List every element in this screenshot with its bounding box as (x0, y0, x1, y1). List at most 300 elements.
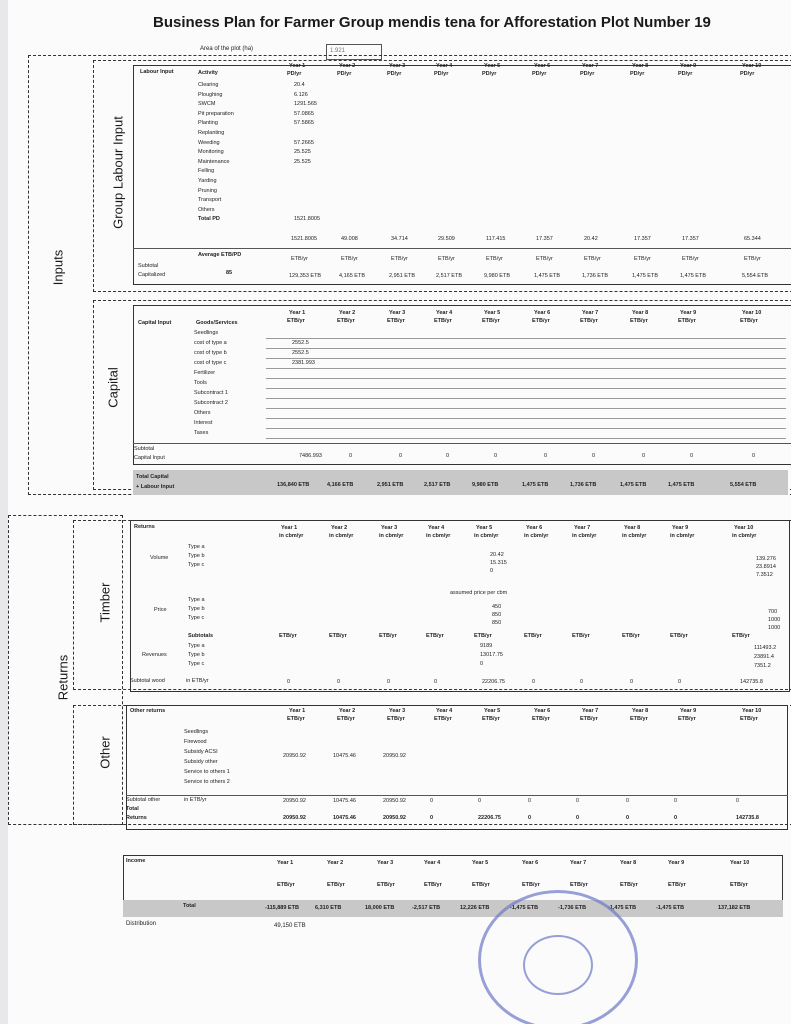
goods-header: Goods/Services (196, 320, 238, 326)
returns-total-y10: 142735.8 (736, 815, 759, 821)
capital-subtotal-y2: 0 (349, 453, 353, 459)
capital-y1-3: 2381.993 (292, 360, 315, 366)
timber-unit-5: in cbm/yr (474, 533, 499, 539)
other-subtotal-y3: 20950.92 (383, 798, 406, 804)
labour-subtotal-y2: 4,165 ETB (339, 273, 365, 279)
other-item-2: Subsidy ACSI (184, 749, 218, 755)
subtotal-wood-y6: 0 (532, 679, 536, 685)
timber-year-6: Year 6 (526, 525, 543, 531)
capital-year-1: Year 1 (289, 310, 306, 316)
rev-type-2: Type c (188, 661, 205, 667)
other-year-7: Year 7 (582, 708, 599, 714)
revenues-label: Revenues (142, 652, 167, 658)
labour-total-y6: 17.357 (536, 236, 553, 242)
income-unit-9: ETB/yr (668, 882, 686, 888)
timber-unit-2: in cbm/yr (329, 533, 354, 539)
other-year-9: Year 9 (680, 708, 697, 714)
labour-subtotal-y1: 129,353 ETB (289, 273, 322, 279)
activity-9: Felling (198, 168, 215, 175)
volume-y10-2: 7.3512 (756, 572, 773, 578)
capital-year-2: Year 2 (339, 310, 356, 316)
subtotal-wood-y7: 0 (580, 679, 584, 685)
subtotal-wood-label: Subtotal wood (130, 678, 165, 684)
timber-etb-unit-3: ETB/yr (379, 633, 397, 639)
rev-y5-1: 13017.75 (480, 652, 503, 658)
other-subtotal-y9: 0 (674, 798, 678, 804)
timber-year-5: Year 5 (476, 525, 493, 531)
subtotal-wood-y3: 0 (387, 679, 391, 685)
capital-total-y5: 9,980 ETB (472, 482, 499, 488)
inputs-label: Inputs (50, 249, 66, 286)
income-total-y1: -115,889 ETB (265, 905, 299, 911)
capital-table (133, 305, 791, 465)
other-year-3: Year 3 (389, 708, 406, 714)
other-unit-4: ETB/yr (434, 716, 452, 722)
subtotal-wood-y5: 22206.75 (482, 679, 505, 685)
income-year-5: Year 5 (472, 860, 489, 866)
labour-year-6: Year 6 (534, 63, 551, 69)
capital-item-3: cost of type c (194, 360, 227, 366)
labour-subtotal-y7: 1,736 ETB (582, 273, 608, 279)
total-capital-label: Total Capital (136, 474, 169, 480)
returns-total-y7: 0 (576, 815, 580, 821)
activity-y1-8: 25.525 (294, 158, 311, 165)
subsidy-y3: 20950.92 (383, 753, 406, 759)
timber-year-1: Year 1 (281, 525, 298, 531)
assumed-price-label: assumed price per cbm (450, 590, 508, 596)
labour-unit-8: PD/yr (630, 71, 645, 77)
labour-total-y7: 20.42 (584, 236, 598, 242)
labour-unit-4: PD/yr (434, 71, 449, 77)
income-unit-1: ETB/yr (277, 882, 295, 888)
activity-14: Total PD (198, 216, 220, 223)
volume-label: Volume (150, 555, 169, 561)
other-unit-2: ETB/yr (337, 716, 355, 722)
capital-y1-2: 2552.5 (292, 350, 309, 356)
price-type-1: Type b (188, 606, 205, 612)
labour-year-10: Year 10 (742, 63, 762, 69)
income-total-y7: -1,736 ETB (558, 905, 587, 911)
labour-etb-unit-4: ETB/yr (438, 256, 455, 262)
income-total-y10: 137,182 ETB (718, 905, 751, 911)
activity-y1-3: 57.0865 (294, 110, 314, 117)
volume-type-2: Type c (188, 562, 205, 568)
price-type-0: Type a (188, 597, 205, 603)
subtotals-label: Subtotals (188, 633, 214, 639)
rev-y5-0: 9189 (480, 643, 493, 649)
timber-year-2: Year 2 (331, 525, 348, 531)
distribution-value: 49,150 ETB (274, 923, 306, 929)
labour-year-1: Year 1 (289, 63, 306, 69)
other-unit-5: ETB/yr (482, 716, 500, 722)
capital-item-9: Interest (194, 420, 213, 426)
other-year-8: Year 8 (632, 708, 649, 714)
subtotal-wood-y10: 142735.8 (740, 679, 763, 685)
other-subtotal-y1: 20950.92 (283, 798, 306, 804)
capital-unit-8: ETB/yr (630, 318, 648, 324)
labour-total-y9: 17.357 (682, 236, 699, 242)
labour-year-3: Year 3 (389, 63, 406, 69)
capital-unit-7: ETB/yr (580, 318, 598, 324)
subtotal-wood-y4: 0 (434, 679, 438, 685)
timber-label: Timber (97, 582, 113, 623)
volume-type-1: Type b (188, 553, 205, 559)
other-label: Other (97, 736, 113, 769)
labour-etb-unit-9: ETB/yr (682, 256, 699, 262)
labour-year-7: Year 7 (582, 63, 599, 69)
other-returns-header: Other returns (130, 708, 166, 714)
capital-subtotal-y1: 7486.993 (299, 453, 322, 459)
timber-year-4: Year 4 (428, 525, 445, 531)
capital-year-10: Year 10 (742, 310, 762, 316)
group-labour-label: Group Labour Input (110, 116, 126, 229)
returns-total-y8: 0 (626, 815, 630, 821)
volume-type-0: Type a (188, 544, 205, 550)
other-unit-1: ETB/yr (287, 716, 305, 722)
income-unit-4: ETB/yr (424, 882, 442, 888)
capital-total-y7: 1,736 ETB (570, 482, 597, 488)
other-unit-10: ETB/yr (740, 716, 758, 722)
capital-unit-3: ETB/yr (387, 318, 405, 324)
capital-year-4: Year 4 (436, 310, 453, 316)
timber-unit-3: in cbm/yr (379, 533, 404, 539)
other-subtotal-y2: 10475.46 (333, 798, 356, 804)
other-table (126, 705, 788, 830)
capital-total-y3: 2,951 ETB (377, 482, 404, 488)
activity-10: Yarding (198, 178, 217, 184)
capital-total-y2: 4,166 ETB (327, 482, 354, 488)
timber-unit-7: in cbm/yr (572, 533, 597, 539)
capital-item-10: Taxes (194, 430, 209, 436)
labour-total-y4: 29.509 (438, 236, 455, 242)
activity-4: Planting (198, 120, 218, 127)
subtotal-wood-y1: 0 (287, 679, 291, 685)
labour-year-5: Year 5 (484, 63, 501, 69)
capital-item-1: cost of type a (194, 340, 227, 346)
capital-input-header: Capital Input (138, 320, 172, 326)
income-year-10: Year 10 (730, 860, 750, 866)
income-total-y2: 6,310 ETB (315, 905, 342, 911)
other-year-10: Year 10 (742, 708, 762, 714)
capital-total-y6: 1,475 ETB (522, 482, 549, 488)
other-year-1: Year 1 (289, 708, 306, 714)
average-value: 85 (226, 270, 233, 276)
labour-total-y2: 49.008 (341, 236, 358, 242)
income-total-y6: -1,475 ETB (510, 905, 539, 911)
income-unit-10: ETB/yr (730, 882, 748, 888)
activity-y1-2: 1291.565 (294, 101, 317, 108)
volume-y5-2: 0 (490, 568, 494, 574)
income-total-y4: -2,517 ETB (412, 905, 441, 911)
labour-year-2: Year 2 (339, 63, 356, 69)
capital-item-0: Seedlings (194, 330, 219, 336)
capital-subtotal-sub: Capital Input (134, 455, 165, 461)
income-unit-7: ETB/yr (570, 882, 588, 888)
volume-y10-1: 23.8914 (756, 564, 776, 570)
labour-etb-unit-6: ETB/yr (536, 256, 553, 262)
capital-total-y10: 5,554 ETB (730, 482, 757, 488)
income-unit-3: ETB/yr (377, 882, 395, 888)
subsidy-y1: 20950.92 (283, 753, 306, 759)
timber-etb-unit-1: ETB/yr (279, 633, 297, 639)
capital-y1-1: 2552.5 (292, 340, 309, 346)
capital-subtotal-y6: 0 (544, 453, 548, 459)
labour-input-header: Labour Input (140, 69, 174, 75)
labour-subtotal-y6: 1,475 ETB (534, 273, 560, 279)
returns-total-y2: 10475.46 (333, 815, 356, 821)
labour-etb-unit-2: ETB/yr (341, 256, 358, 262)
price-y10-1: 1000 (768, 617, 781, 623)
activity-y1-1: 6.126 (294, 91, 308, 98)
subsidy-y2: 10475.46 (333, 753, 356, 759)
timber-unit-1: in cbm/yr (279, 533, 304, 539)
rev-y10-2: 7351.2 (754, 663, 771, 669)
rev-y10-1: 23891.4 (754, 654, 774, 660)
returns-total-y1: 20950.92 (283, 815, 306, 821)
capital-unit-2: ETB/yr (337, 318, 355, 324)
activity-y1-0: 20.4 (294, 82, 305, 88)
income-total-y3: 18,000 ETB (365, 905, 395, 911)
capital-item-4: Fertilizer (194, 370, 216, 376)
capital-subtotal-y5: 0 (494, 453, 498, 459)
activity-8: Maintenance (198, 158, 230, 165)
capital-total-y8: 1,475 ETB (620, 482, 647, 488)
price-y5-2: 850 (492, 620, 502, 626)
labour-total-y1: 1521.8005 (291, 236, 317, 242)
total-capital-sub: + Labour Input (136, 484, 175, 490)
subtotal-wood-y9: 0 (678, 679, 682, 685)
capital-year-6: Year 6 (534, 310, 551, 316)
timber-etb-unit-5: ETB/yr (474, 633, 492, 639)
capital-year-7: Year 7 (582, 310, 599, 316)
activity-y1-4: 57.5865 (294, 120, 314, 127)
labour-etb-unit-3: ETB/yr (391, 256, 408, 262)
rev-y5-2: 0 (480, 661, 484, 667)
capital-subtotal-label: Subtotal (134, 446, 155, 452)
timber-year-9: Year 9 (672, 525, 689, 531)
capital-unit-5: ETB/yr (482, 318, 500, 324)
other-year-6: Year 6 (534, 708, 551, 714)
income-total-y8: -1,475 ETB (608, 905, 637, 911)
labour-subtotal-y9: 1,475 ETB (680, 273, 706, 279)
timber-etb-unit-9: ETB/yr (670, 633, 688, 639)
timber-year-10: Year 10 (734, 525, 754, 531)
capital-item-2: cost of type b (194, 350, 227, 356)
other-item-4: Service to others 1 (184, 769, 230, 775)
labour-year-8: Year 8 (632, 63, 649, 69)
other-unit-9: ETB/yr (678, 716, 696, 722)
labour-total-y5: 117.415 (486, 236, 506, 242)
volume-y10-0: 139.276 (756, 556, 776, 562)
timber-etb-unit-7: ETB/yr (572, 633, 590, 639)
labour-total-y10: 65.344 (744, 236, 761, 242)
income-unit-8: ETB/yr (620, 882, 638, 888)
capital-unit-1: ETB/yr (287, 318, 305, 324)
activity-7: Monitoring (198, 149, 224, 156)
page-title: Business Plan for Farmer Group mendis tena for Afforestation Plot Number 19 (153, 14, 711, 31)
capital-unit-10: ETB/yr (740, 318, 758, 324)
area-value: 1.921 (326, 44, 382, 60)
distribution-label: Distribution (126, 921, 157, 927)
capital-subtotal-y9: 0 (690, 453, 694, 459)
capital-unit-6: ETB/yr (532, 318, 550, 324)
capital-item-6: Subcontract 1 (194, 390, 228, 396)
other-subtotal-y6: 0 (528, 798, 532, 804)
other-subtotal-y4: 0 (430, 798, 434, 804)
subtotal-other-label: Subtotal other (126, 797, 161, 803)
capital-total-y1: 136,840 ETB (277, 482, 310, 488)
capital-subtotal-y3: 0 (399, 453, 403, 459)
other-subtotal-y7: 0 (576, 798, 580, 804)
income-year-2: Year 2 (327, 860, 344, 866)
activity-header: Activity (198, 70, 218, 76)
activity-5: Replanting (198, 130, 225, 136)
returns-total-y9: 0 (674, 815, 678, 821)
other-unit-3: ETB/yr (387, 716, 405, 722)
labour-etb-unit-1: ETB/yr (291, 256, 308, 262)
labour-subtotal-y8: 1,475 ETB (632, 273, 658, 279)
timber-year-8: Year 8 (624, 525, 641, 531)
labour-subtotal-y5: 9,980 ETB (484, 273, 510, 279)
capital-year-8: Year 8 (632, 310, 649, 316)
labour-unit-9: PD/yr (678, 71, 693, 77)
other-unit-6: ETB/yr (532, 716, 550, 722)
timber-etb-unit-6: ETB/yr (524, 633, 542, 639)
average-label: Average ETB/PD (198, 252, 242, 258)
price-y10-2: 1000 (768, 625, 781, 631)
labour-subtotal-y3: 2,951 ETB (389, 273, 415, 279)
price-y5-1: 850 (492, 612, 502, 618)
activity-11: Pruning (198, 187, 217, 194)
timber-etb-unit-4: ETB/yr (426, 633, 444, 639)
subtotal-other-unit: in ETB/yr (184, 797, 207, 803)
income-unit-5: ETB/yr (472, 882, 490, 888)
subtotal-wood-y2: 0 (337, 679, 341, 685)
returns-total-y4: 0 (430, 815, 434, 821)
income-year-8: Year 8 (620, 860, 637, 866)
capital-total-y4: 2,517 ETB (424, 482, 451, 488)
labour-subtotal-y4: 2,517 ETB (436, 273, 462, 279)
income-year-4: Year 4 (424, 860, 441, 866)
rev-type-0: Type a (188, 643, 205, 649)
timber-etb-unit-2: ETB/yr (329, 633, 347, 639)
capital-subtotal-y7: 0 (592, 453, 596, 459)
labour-total-y8: 17.357 (634, 236, 651, 242)
other-year-4: Year 4 (436, 708, 453, 714)
activity-13: Others (198, 206, 215, 213)
other-unit-8: ETB/yr (630, 716, 648, 722)
income-total-y9: -1,475 ETB (656, 905, 685, 911)
capital-item-5: Tools (194, 380, 207, 386)
capital-unit-4: ETB/yr (434, 318, 452, 324)
activity-12: Transport (198, 197, 222, 204)
capital-item-7: Subcontract 2 (194, 400, 228, 406)
labour-etb-unit-5: ETB/yr (486, 256, 503, 262)
price-y5-0: 450 (492, 604, 502, 610)
timber-table (130, 520, 790, 692)
timber-etb-unit-10: ETB/yr (732, 633, 750, 639)
labour-etb-unit-10: ETB/yr (744, 256, 761, 262)
capital-item-8: Others (194, 410, 211, 416)
other-unit-7: ETB/yr (580, 716, 598, 722)
capital-year-5: Year 5 (484, 310, 501, 316)
labour-total-y3: 34.714 (391, 236, 408, 242)
total-label: Total (126, 806, 139, 812)
activity-y1-6: 57.2665 (294, 139, 314, 146)
activity-1: Ploughing (198, 91, 223, 98)
labour-subtotal-y10: 5,554 ETB (742, 273, 768, 279)
capital-subtotal-y8: 0 (642, 453, 646, 459)
labour-etb-unit-8: ETB/yr (634, 256, 651, 262)
income-year-3: Year 3 (377, 860, 394, 866)
labour-year-9: Year 9 (680, 63, 697, 69)
other-year-5: Year 5 (484, 708, 501, 714)
other-year-2: Year 2 (339, 708, 356, 714)
income-total-y5: 12,226 ETB (460, 905, 490, 911)
returns-total-y3: 20950.92 (383, 815, 406, 821)
area-label: Area of the plot (ha) (200, 46, 254, 52)
labour-unit-2: PD/yr (337, 71, 352, 77)
activity-y1-7: 25.525 (294, 149, 311, 156)
capital-unit-9: ETB/yr (678, 318, 696, 324)
returns-label: Returns (55, 654, 71, 701)
returns-header: Returns (134, 524, 155, 530)
price-type-2: Type c (188, 615, 205, 621)
income-total-label: Total (183, 903, 196, 909)
capital-year-9: Year 9 (680, 310, 697, 316)
labour-unit-7: PD/yr (580, 71, 595, 77)
returns-total-y6: 0 (528, 815, 532, 821)
timber-unit-10: in cbm/yr (732, 533, 757, 539)
capital-subtotal-y10: 0 (752, 453, 756, 459)
subtotal-wood-y8: 0 (630, 679, 634, 685)
subtotal-wood-unit: in ETB/yr (186, 678, 209, 684)
income-year-7: Year 7 (570, 860, 587, 866)
timber-etb-unit-8: ETB/yr (622, 633, 640, 639)
other-subtotal-y5: 0 (478, 798, 482, 804)
volume-y5-1: 15.315 (490, 560, 507, 566)
timber-unit-8: in cbm/yr (622, 533, 647, 539)
document-page (8, 0, 791, 1024)
income-year-1: Year 1 (277, 860, 294, 866)
activity-3: Pit preparation (198, 110, 234, 117)
capital-label: Capital (105, 367, 121, 408)
other-item-5: Service to others 2 (184, 779, 230, 785)
activity-6: Weeding (198, 139, 220, 146)
price-label: Price (154, 607, 167, 613)
other-item-0: Seedlings (184, 729, 209, 735)
capital-total-y9: 1,475 ETB (668, 482, 695, 488)
income-unit-2: ETB/yr (327, 882, 345, 888)
income-year-9: Year 9 (668, 860, 685, 866)
other-item-3: Subsidy other (184, 759, 218, 765)
income-header: Income (126, 858, 146, 864)
timber-unit-9: in cbm/yr (670, 533, 695, 539)
stamp-emblem (523, 935, 593, 995)
timber-unit-4: in cbm/yr (426, 533, 451, 539)
timber-unit-6: in cbm/yr (524, 533, 549, 539)
rev-y10-0: 111493.2 (754, 645, 777, 651)
labour-unit-10: PD/yr (740, 71, 755, 77)
capital-year-3: Year 3 (389, 310, 406, 316)
other-subtotal-y8: 0 (626, 798, 630, 804)
returns-total-label: Returns (126, 815, 147, 821)
activity-2: SWCM (198, 101, 216, 108)
timber-year-3: Year 3 (381, 525, 398, 531)
returns-total-y5: 22206.75 (478, 815, 501, 821)
volume-y5-0: 20.42 (490, 552, 504, 558)
other-item-1: Firewood (184, 739, 207, 745)
